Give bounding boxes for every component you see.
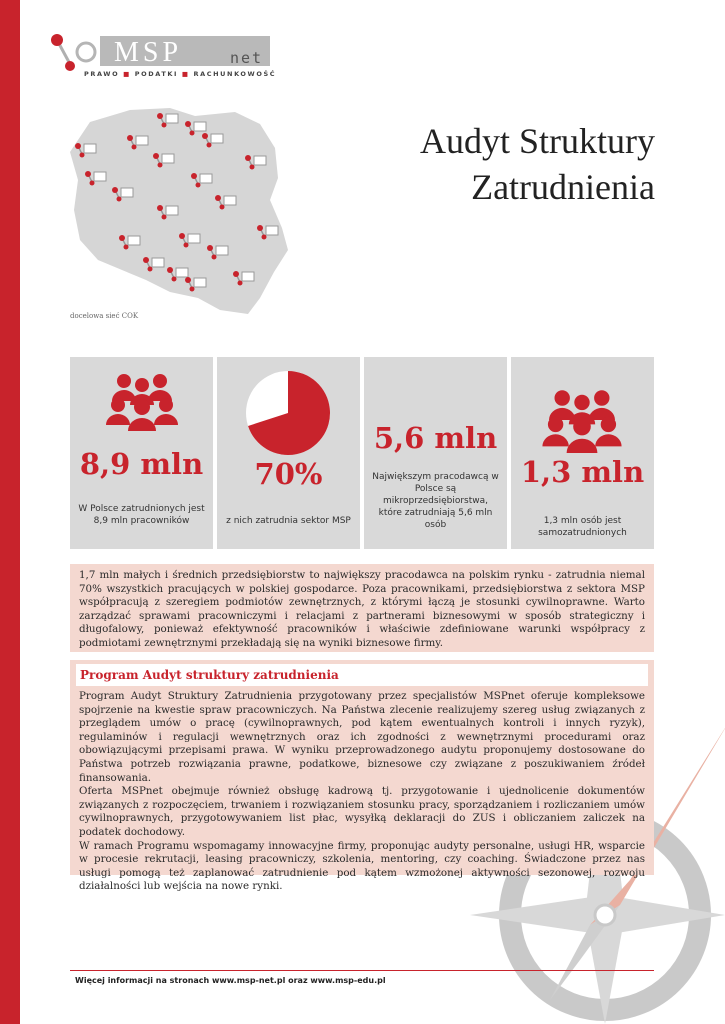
title-line-1: Audyt Struktury [419, 121, 655, 161]
poland-outline [70, 108, 288, 314]
poland-map [60, 100, 300, 320]
people-group-icon [535, 387, 629, 453]
map-caption: docelowa sieć COK [70, 312, 139, 320]
stat-box-employed [70, 357, 213, 549]
program-paragraph: Oferta MSPnet obejmuje również obsługę kadrową tj. przygotowanie i ujednolicenie dokumentów związanych z rozpoczęciem, trwaniem i rozwiązaniem stosunku pracy, sporządzaniem i rozliczaniem umów cywilnoprawnych, przygotowywaniem list płac, wysyłką deklaracji do ZUS i obliczaniem zaliczek na podatek dochodowy. [79, 785, 645, 838]
stat-desc-employed: W Polsce zatrudnionych jest 8,9 mln pracowników [78, 504, 205, 526]
stat-value-msp-share: 70% [254, 457, 323, 491]
program-paragraph: Program Audyt Struktury Zatrudnienia przygotowany przez specjalistów MSPnet oferuje kompleksowe spojrzenie na kwestie spraw pracowniczych. Na Państwa zlecenie realizujemy szereg usług związanych z przeglądem umów o pracę (cywilnoprawnych, pod kątem ewentualnych kontroli i innych ryzyk), regulaminów i regulacji wewnętrznych oraz ich zgodności z wewnętrznymi procedurami oraz obowiązującymi przepisami prawa. W wyniku przeprowadzonego audytu proponujemy dostosowane do Państwa potrzeb rozwiązania prawne, podatkowe, biznesowe czy związane z poszukiwaniem źródeł finansowania. [79, 690, 645, 784]
pie-chart-icon [242, 367, 334, 459]
people-group-icon [102, 371, 182, 431]
page-title [295, 118, 655, 210]
footer-text: Więcej informacji na stronach www.msp-net.pl oraz www.msp-edu.pl [75, 976, 386, 985]
program-heading: Program Audyt struktury zatrudnienia [76, 664, 648, 686]
stat-value-selfemployed: 1,3 mln [520, 455, 645, 489]
program-section [70, 660, 654, 893]
stat-box-selfemployed [511, 357, 654, 549]
program-paragraph: W ramach Programu wspomagamy innowacyjne firmy, proponując audyty personalne, usługi HR, wsparcie w procesie rekrutacji, leasing pracowniczy, szkolenia, mentoring, czy coaching. Świadczone przez nas usługi pomogą też zaplanować zatrudnienie pod kątem wzmożonej aktywności sezonowej, rozwoju działalności lub wejścia na nowe rynki. [79, 839, 645, 893]
logo-tagline: PRAWO ■ PODATKI ■ RACHUNKOWOŚĆ [84, 70, 277, 78]
logo-net-text: net [230, 49, 264, 67]
intro-paragraph: 1,7 mln małych i średnich przedsiębiorstw to największy pracodawca na polskim rynku - zatrudnia niemal 70% wszystkich pracujących w polskiej gospodarce. Poza pracownikami, przedsiębiorstwa z sektora MSP współpracują z szeregiem podmiotów zewnętrznych, z którymi łączą je stosunki cywilnoprawne. Warto zarządzać sprawami pracowniczymi i relacjami z partnerami biznesowymi w sposób strategiczny i długofalowy, ponieważ efektywność pracowników i właściwie zdefiniowane warunki współpracy z podmiotami zewnętrznymi przekładają się na wyniki biznesowe firmy. [70, 564, 654, 652]
stat-value-employed: 8,9 mln [79, 447, 204, 481]
stat-desc-msp-share: z nich zatrudnia sektor MSP [226, 516, 351, 526]
stat-value-micro: 5,6 mln [373, 421, 498, 455]
logo-msp-text: MSP [114, 37, 183, 68]
stat-desc-micro: Największym pracodawcą w Polsce są mikroprzedsiębiorstwa, które zatrudniają 5,6 mln osób [372, 472, 499, 530]
stat-box-micro [364, 357, 507, 549]
stats-row [70, 357, 654, 549]
footer-divider [70, 970, 654, 971]
title-line-2: Zatrudnienia [471, 167, 655, 207]
stat-desc-selfemployed: 1,3 mln osób jest samozatrudnionych [538, 516, 627, 538]
stat-box-msp-share [217, 357, 360, 549]
program-body [70, 686, 654, 894]
left-accent-bar [0, 0, 20, 1024]
